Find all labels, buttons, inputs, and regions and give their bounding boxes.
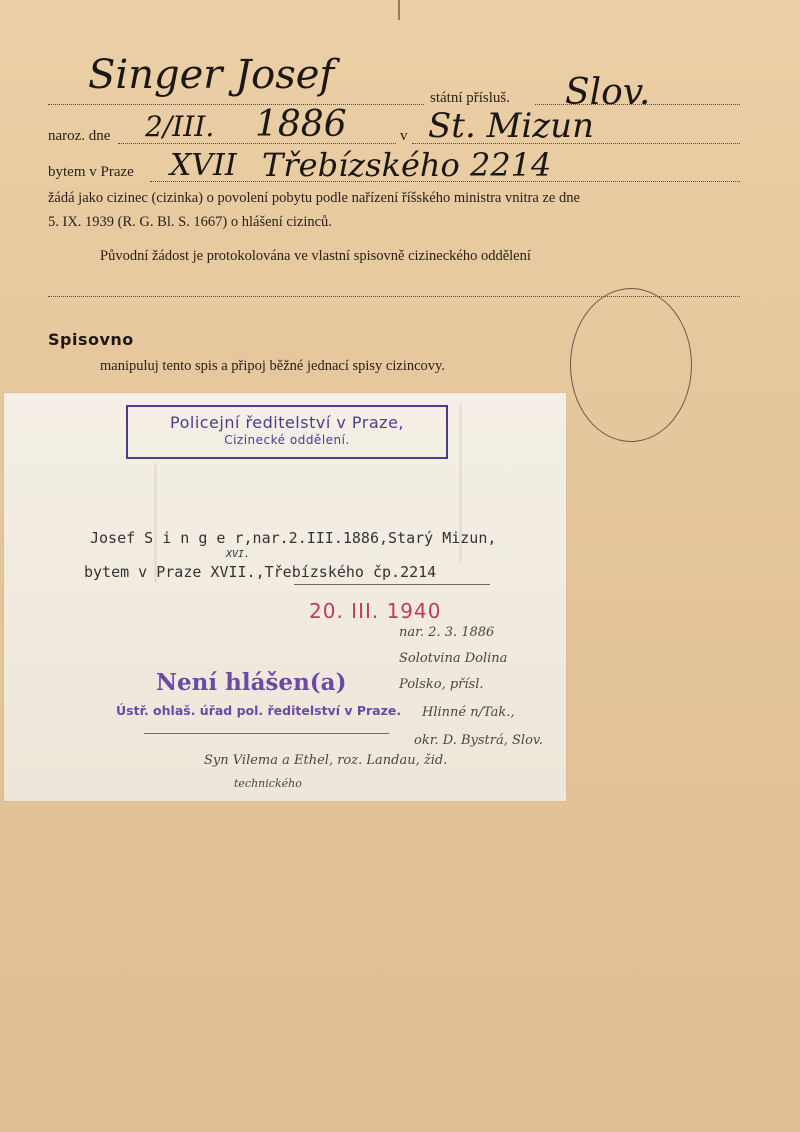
original-request-note: Původní žádost je protokolována ve vlastní spisovně cizineckého oddělení bbox=[100, 248, 531, 264]
empty-oval-stamp-area bbox=[570, 288, 692, 442]
statni-prislus-handwritten: Slov. bbox=[565, 72, 651, 113]
stamp-line1: Policejní ředitelství v Praze, bbox=[170, 413, 404, 432]
pencil-note-parents: Syn Vilema a Ethel, roz. Landau, žid. bbox=[204, 753, 448, 768]
naroz-label: naroz. dne bbox=[48, 128, 111, 144]
spisovno-heading: Spisovno bbox=[48, 330, 134, 349]
address-underline bbox=[294, 584, 490, 585]
stamp-underline bbox=[144, 733, 389, 734]
spisovno-instruction: manipuluj tento spis a připoj běžné jednací spisy cizincovy. bbox=[100, 358, 445, 374]
birthplace-dotted-line bbox=[412, 143, 740, 144]
pencil-note-last: technického bbox=[234, 777, 302, 790]
birth-dotted-line bbox=[118, 143, 396, 144]
address-dotted-line bbox=[150, 181, 740, 182]
typed-address-line: bytem v Praze XVII.,Třebízského čp.2214 bbox=[84, 563, 437, 581]
request-text-line1: žádá jako cizinec (cizinka) o povolení pobytu podle nařízení říšského ministra vnitra ze dne bbox=[48, 190, 580, 206]
neni-hlasen-stamp: Není hlášen(a) bbox=[156, 669, 347, 696]
date-stamp: 20. III. 1940 bbox=[309, 599, 442, 623]
fold-mark bbox=[398, 0, 400, 20]
street-handwritten: Třebízského 2214 bbox=[262, 146, 552, 184]
name-handwritten: Singer Josef bbox=[88, 52, 335, 98]
pencil-note-domicile: Hlinné n/Tak., bbox=[422, 705, 515, 720]
request-text-line2: 5. IX. 1939 (R. G. Bl. S. 1667) o hlášení cizinců. bbox=[48, 214, 332, 230]
birth-date-handwritten: 2/III. bbox=[145, 110, 215, 143]
birthplace-handwritten: St. Mizun bbox=[428, 106, 594, 146]
birth-year-handwritten: 1886 bbox=[255, 104, 347, 145]
stamp-line2: Cizinecké oddělení. bbox=[224, 433, 350, 447]
name-dotted-line bbox=[48, 104, 424, 105]
pencil-note-country: Polsko, přísl. bbox=[399, 677, 484, 692]
typed-name-line: Josef S i n g e r,nar.2.III.1886,Starý Mizun, bbox=[90, 529, 497, 547]
pasted-registry-slip bbox=[4, 393, 566, 801]
typed-correction: XVI. bbox=[226, 549, 251, 560]
police-directorate-stamp bbox=[126, 405, 448, 459]
pencil-note-district: okr. D. Bystrá, Slov. bbox=[414, 733, 543, 748]
statni-dotted-line bbox=[535, 104, 740, 105]
statni-prislus-label: státní přísluš. bbox=[430, 90, 511, 106]
bytem-label: bytem v Praze bbox=[48, 164, 134, 180]
v-label: v bbox=[400, 128, 408, 144]
pencil-note-place: Solotvina Dolina bbox=[399, 651, 508, 666]
pencil-note-birth: nar. 2. 3. 1886 bbox=[399, 625, 495, 640]
district-handwritten: XVII bbox=[170, 148, 237, 183]
central-registry-stamp: Ústř. ohlaš. úřad pol. ředitelství v Praze. bbox=[116, 703, 402, 718]
